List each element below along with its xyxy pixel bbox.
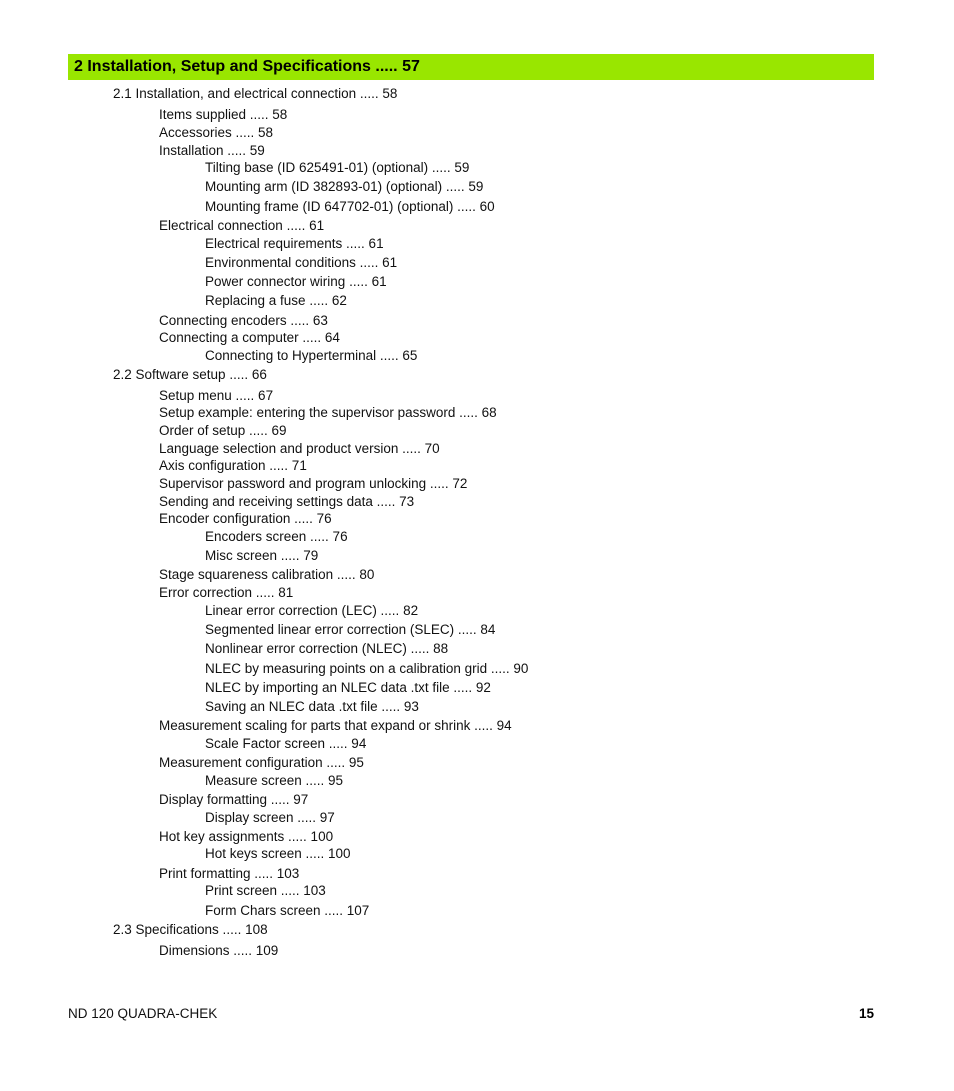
toc-subsection[interactable]: Connecting a computer ..... 64 [159,330,340,345]
toc-subsection[interactable]: Items supplied ..... 58 [159,107,288,122]
toc-topic[interactable]: NLEC by importing an NLEC data .txt file ..... 92 [205,680,491,695]
toc-subsection[interactable]: Hot key assignments ..... 100 [159,829,334,844]
toc-topic[interactable]: Encoders screen ..... 76 [205,529,348,544]
toc-subsection[interactable]: Print formatting ..... 103 [159,866,300,881]
toc-topic[interactable]: Hot keys screen ..... 100 [205,846,351,861]
toc-subsection[interactable]: Axis configuration ..... 71 [159,458,307,473]
toc-subsection[interactable]: Setup example: entering the supervisor password ..... 68 [159,405,497,420]
toc-subsection[interactable]: Supervisor password and program unlocking ..... 72 [159,476,468,491]
toc-subsection[interactable]: Encoder configuration ..... 76 [159,511,332,526]
toc-subsection[interactable]: Connecting encoders ..... 63 [159,313,328,328]
toc-subsection[interactable]: Electrical connection ..... 61 [159,218,325,233]
toc-topic[interactable]: Nonlinear error correction (NLEC) ..... 88 [205,641,449,656]
toc-subsection[interactable]: Language selection and product version ..... 70 [159,441,440,456]
toc-subsection[interactable]: Measurement scaling for parts that expand or shrink ..... 94 [159,718,512,733]
page-number: 15 [858,1006,874,1021]
toc-topic[interactable]: Scale Factor screen ..... 94 [205,736,367,751]
toc-subsection[interactable]: Error correction ..... 81 [159,585,294,600]
toc-subsection[interactable]: Order of setup ..... 69 [159,423,287,438]
toc-subsection[interactable]: Measurement configuration ..... 95 [159,755,364,770]
toc-subsection[interactable]: Accessories ..... 58 [159,125,274,140]
toc-topic[interactable]: Form Chars screen ..... 107 [205,903,370,918]
toc-topic[interactable]: Environmental conditions ..... 61 [205,255,398,270]
toc-topic[interactable]: Connecting to Hyperterminal ..... 65 [205,348,418,363]
chapter-heading[interactable]: 2 Installation, Setup and Specifications ..... 57 [68,54,874,80]
toc-subsection[interactable]: Dimensions ..... 109 [159,943,279,958]
toc-subsection[interactable]: Display formatting ..... 97 [159,792,309,807]
toc-topic[interactable]: NLEC by measuring points on a calibration grid ..... 90 [205,661,529,676]
toc-section[interactable]: 2.2 Software setup ..... 66 [113,367,267,382]
toc-section[interactable]: 2.1 Installation, and electrical connection ..... 58 [113,86,398,101]
toc-topic[interactable]: Power connector wiring ..... 61 [205,274,387,289]
toc-topic[interactable]: Mounting frame (ID 647702-01) (optional) ..... 60 [205,199,495,214]
toc-subsection[interactable]: Sending and receiving settings data ..... 73 [159,494,415,509]
toc-topic[interactable]: Print screen ..... 103 [205,883,326,898]
toc-topic[interactable]: Segmented linear error correction (SLEC) ..... 84 [205,622,496,637]
toc-subsection[interactable]: Stage squareness calibration ..... 80 [159,567,375,582]
toc-topic[interactable]: Misc screen ..... 79 [205,548,319,563]
toc-subsection[interactable]: Setup menu ..... 67 [159,388,274,403]
toc-section[interactable]: 2.3 Specifications ..... 108 [113,922,268,937]
toc-topic[interactable]: Linear error correction (LEC) ..... 82 [205,603,419,618]
toc-topic[interactable]: Measure screen ..... 95 [205,773,344,788]
footer-product-name: ND 120 QUADRA-CHEK [68,1006,218,1021]
toc-topic[interactable]: Electrical requirements ..... 61 [205,236,384,251]
toc-topic[interactable]: Tilting base (ID 625491-01) (optional) ..... 59 [205,160,470,175]
toc-subsection[interactable]: Installation ..... 59 [159,143,265,158]
toc-topic[interactable]: Replacing a fuse ..... 62 [205,293,347,308]
toc-topic[interactable]: Saving an NLEC data .txt file ..... 93 [205,699,419,714]
toc-topic[interactable]: Mounting arm (ID 382893-01) (optional) ..... 59 [205,179,484,194]
toc-topic[interactable]: Display screen ..... 97 [205,810,335,825]
